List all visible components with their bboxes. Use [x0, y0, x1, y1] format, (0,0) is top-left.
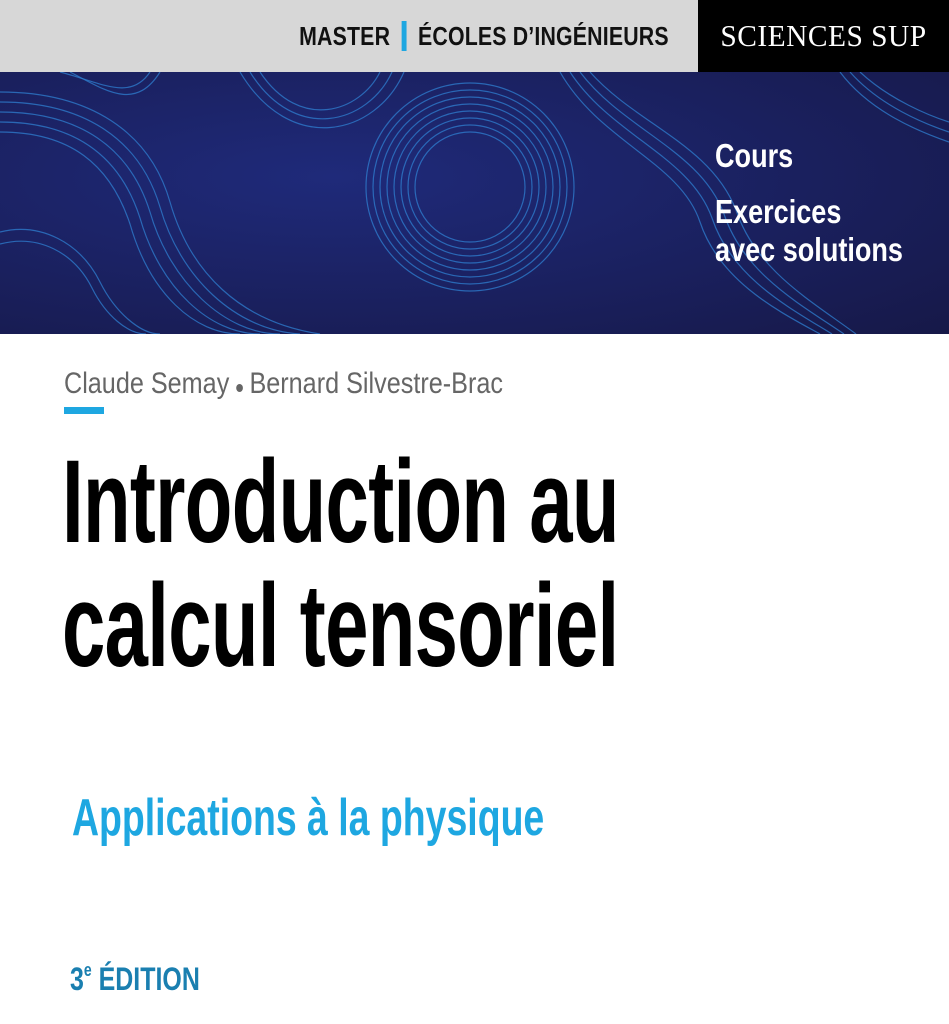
collection-badge: [698, 0, 949, 72]
authors: [64, 364, 503, 404]
banner-line-exercices: Exercices: [715, 193, 842, 230]
audience-line: [299, 0, 669, 72]
author-underline: [64, 407, 104, 414]
author-separator: [236, 384, 243, 392]
edition-label: [70, 960, 200, 998]
banner-line-cours: Cours: [715, 137, 794, 174]
author-1: Claude Semay: [64, 367, 230, 400]
book-subtitle: Applications à la physique: [72, 789, 545, 847]
book-title: [62, 436, 619, 692]
edition-ordinal: e: [83, 960, 92, 980]
title-line-2: calcul tensoriel: [62, 560, 619, 692]
banner: [0, 72, 949, 334]
banner-line-solutions: avec solutions: [715, 231, 903, 268]
audience-label: ÉCOLES D’INGÉNIEURS: [418, 20, 669, 51]
edition-text: ÉDITION: [98, 961, 200, 997]
edition-number: 3: [70, 961, 84, 997]
separator-bar: [402, 21, 407, 51]
level-label: MASTER: [299, 20, 391, 51]
author-2: Bernard Silvestre-Brac: [249, 367, 503, 400]
collection-label: SCIENCES SUP: [720, 18, 927, 53]
title-line-1: Introduction au: [62, 436, 619, 568]
